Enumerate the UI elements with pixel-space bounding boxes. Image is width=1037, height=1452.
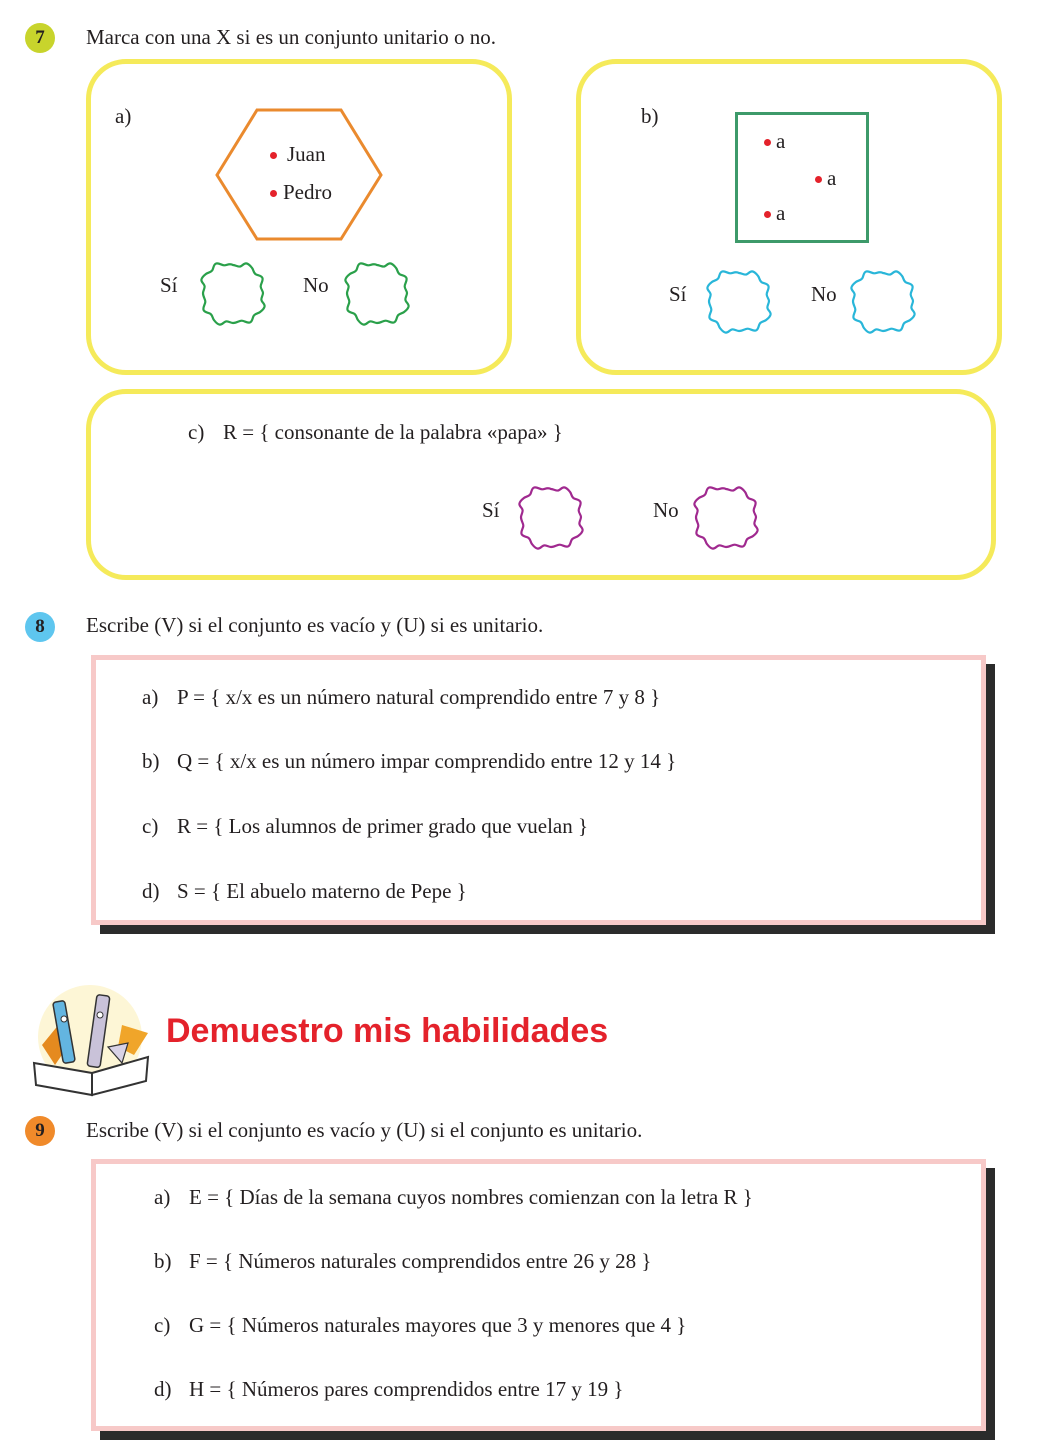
item-letter: b) [154, 1249, 172, 1273]
element-dot [764, 211, 771, 218]
element-dot [270, 190, 277, 197]
exercise-7a-no-answer-bubble[interactable] [343, 259, 411, 327]
exercise-7c-label: c) [188, 420, 205, 444]
element-dot [815, 176, 822, 183]
set-element-pedro: Pedro [283, 180, 332, 204]
item-text: R = { Los alumnos de primer grado que vuelan } [177, 814, 589, 838]
exercise-7-instruction: Marca con una X si es un conjunto unitario o no. [86, 25, 496, 49]
item-text: G = { Números naturales mayores que 3 y menores que 4 } [189, 1313, 687, 1337]
exercise-8-item-c[interactable] [142, 814, 588, 839]
item-text: S = { El abuelo materno de Pepe } [177, 879, 467, 903]
set-element-juan: Juan [287, 142, 326, 166]
set-element-a-2: a [827, 166, 837, 190]
exercise-7b-no-label: No [811, 282, 837, 306]
exercise-8-item-b[interactable] [142, 749, 676, 774]
exercise-8-instruction: Escribe (V) si el conjunto es vacío y (U) si es unitario. [86, 613, 544, 637]
pencils-book-illustration [30, 985, 155, 1100]
exercise-7c-yes-label: Sí [482, 498, 500, 522]
item-letter: c) [142, 814, 159, 838]
exercise-7a-label: a) [115, 104, 132, 128]
item-letter: c) [154, 1313, 171, 1337]
element-dot [270, 152, 277, 159]
set-element-a-3: a [776, 201, 786, 225]
exercise-7c-yes-answer-bubble[interactable] [517, 483, 585, 551]
exercise-7a-yes-label: Sí [160, 273, 178, 297]
exercise-9-item-b[interactable] [154, 1249, 651, 1274]
section-title: Demuestro mis habilidades [166, 1012, 609, 1050]
exercise-7a-no-label: No [303, 273, 329, 297]
exercise-9-item-d[interactable] [154, 1377, 623, 1402]
exercise-9-item-a[interactable] [154, 1185, 753, 1210]
exercise-8-badge: 8 [25, 612, 55, 642]
item-letter: a) [142, 685, 159, 709]
exercise-7b-yes-answer-bubble[interactable] [705, 267, 773, 335]
item-text: E = { Días de la semana cuyos nombres comienzan con la letra R } [189, 1185, 753, 1209]
exercise-7c-set: R = { consonante de la palabra «papa» } [223, 420, 563, 444]
exercise-9-item-c[interactable] [154, 1313, 686, 1338]
exercise-7b-label: b) [641, 104, 659, 128]
exercise-8-item-d[interactable] [142, 879, 467, 904]
item-letter: a) [154, 1185, 171, 1209]
exercise-7c-no-answer-bubble[interactable] [692, 483, 760, 551]
square-set-shape [735, 112, 869, 243]
exercise-8-item-a[interactable] [142, 685, 660, 710]
item-text: F = { Números naturales comprendidos entre 26 y 28 } [189, 1249, 652, 1273]
exercise-7a-yes-answer-bubble[interactable] [199, 259, 267, 327]
item-text: P = { x/x es un número natural comprendido entre 7 y 8 } [177, 685, 661, 709]
exercise-7-badge: 7 [25, 23, 55, 53]
item-letter: d) [142, 879, 160, 903]
exercise-9-instruction: Escribe (V) si el conjunto es vacío y (U) si el conjunto es unitario. [86, 1118, 643, 1142]
exercise-7b-yes-label: Sí [669, 282, 687, 306]
set-element-a-1: a [776, 129, 786, 153]
item-letter: d) [154, 1377, 172, 1401]
item-text: H = { Números pares comprendidos entre 17 y 19 } [189, 1377, 624, 1401]
hexagon-set-shape [214, 108, 384, 242]
exercise-9-badge: 9 [25, 1116, 55, 1146]
item-letter: b) [142, 749, 160, 773]
exercise-7b-no-answer-bubble[interactable] [849, 267, 917, 335]
item-text: Q = { x/x es un número impar comprendido entre 12 y 14 } [177, 749, 677, 773]
exercise-7c-no-label: No [653, 498, 679, 522]
element-dot [764, 139, 771, 146]
